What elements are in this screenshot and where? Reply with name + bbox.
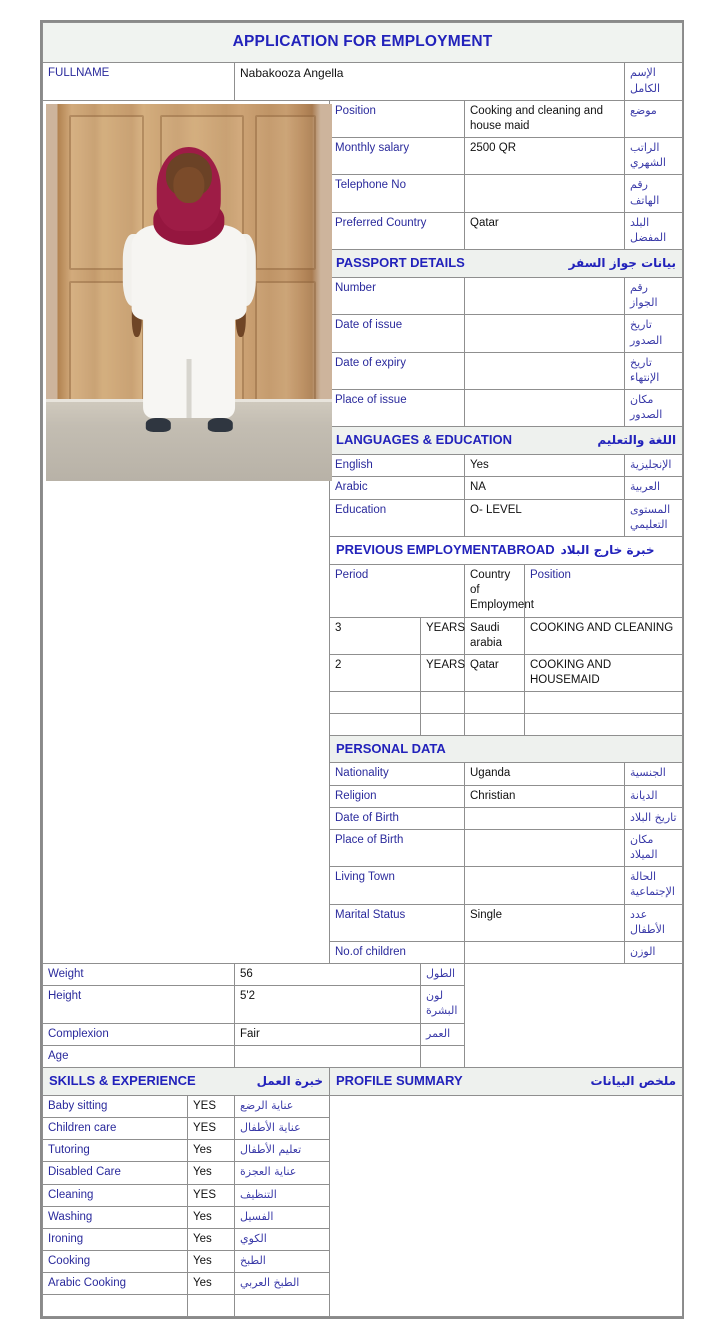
nationality-label-cell — [330, 763, 465, 785]
children-arabic-cell — [625, 941, 683, 963]
english-label: English — [335, 459, 373, 472]
skill-label-cell — [43, 1228, 188, 1250]
passport-number-label-cell — [330, 278, 465, 315]
marital-status-value-cell[interactable] — [465, 904, 625, 941]
preferred-country-value: Qatar — [470, 216, 499, 229]
skill-value: Yes — [193, 1166, 212, 1179]
passport-header-en: PASSPORT DETAILS — [336, 255, 465, 271]
complexion-value-cell[interactable] — [235, 1023, 421, 1045]
employment-period-header — [330, 565, 465, 618]
skill-value-cell[interactable] — [188, 1184, 235, 1206]
skill-label-cell — [43, 1273, 188, 1295]
skill-label-cell — [43, 1251, 188, 1273]
employment-position: COOKING AND HOUSEMAID — [530, 658, 612, 687]
sandal-left — [146, 418, 171, 432]
passport-place-arabic-cell — [625, 390, 683, 427]
skill-label: Tutoring — [48, 1144, 90, 1157]
weight-arabic-cell — [421, 964, 465, 986]
pob-label-cell — [330, 829, 465, 866]
religion-arabic-label: الديانة — [630, 788, 658, 802]
passport-expiry-label-cell — [330, 352, 465, 389]
position-arabic-label: موضع — [630, 103, 657, 117]
skills-header-ar: خبرة العمل — [256, 1074, 323, 1088]
height-arabic-cell — [421, 986, 465, 1023]
skill-arabic-cell — [235, 1273, 330, 1295]
english-arabic-label: الإنجليزية — [630, 458, 672, 472]
employment-country-cell[interactable] — [465, 617, 525, 654]
passport-number-label: Number — [335, 282, 376, 294]
pob-value-cell[interactable] — [465, 829, 625, 866]
languages-section-header — [330, 427, 683, 455]
employment-period-number-cell[interactable] — [330, 654, 421, 691]
pob-arabic-label: مكان الميلاد — [630, 832, 658, 862]
personal-row-age — [43, 1045, 683, 1067]
passport-issue-label: Date of issue — [335, 319, 403, 332]
previous-employment-section-header — [330, 536, 683, 564]
employment-period-unit-cell[interactable] — [421, 654, 465, 691]
skill-value-cell[interactable] — [188, 1118, 235, 1140]
skill-label: Ironing — [48, 1232, 84, 1245]
position-row — [43, 100, 683, 137]
employment-period-unit-cell[interactable] — [421, 714, 465, 736]
living-town-label-cell — [330, 867, 465, 904]
employment-period-unit-cell[interactable] — [421, 692, 465, 714]
position-arabic-cell — [625, 100, 683, 137]
skill-arabic-cell — [235, 1095, 330, 1117]
face — [174, 167, 205, 203]
employment-country-header-label: Country of Employment — [470, 569, 534, 612]
employment-period-unit: YEARS — [426, 658, 465, 671]
skill-value: Yes — [193, 1144, 212, 1157]
form-table — [42, 22, 683, 1317]
personal-row-complexion — [43, 1023, 683, 1045]
skill-label-cell — [43, 1118, 188, 1140]
sandal-right — [207, 418, 232, 432]
passport-expiry-arabic-cell — [625, 352, 683, 389]
children-value-cell[interactable] — [465, 941, 625, 963]
fullname-arabic-cell — [625, 63, 683, 100]
employment-position-header — [525, 565, 683, 618]
employment-period-number-cell[interactable] — [330, 617, 421, 654]
skill-arabic-cell — [235, 1251, 330, 1273]
living-town-arabic-cell — [625, 867, 683, 904]
passport-place-label: Place of issue — [335, 394, 407, 407]
personal-data-section-header — [330, 736, 683, 763]
education-arabic-label: المستوى التعليمي — [630, 502, 671, 531]
nationality-arabic-cell — [625, 763, 683, 785]
fullname-label: FULLNAME — [48, 67, 110, 80]
skill-label-cell — [43, 1162, 188, 1184]
skill-label: Cooking — [48, 1255, 91, 1268]
education-value-cell[interactable] — [465, 499, 625, 536]
height-label: Height — [48, 990, 82, 1003]
fullname-label-cell — [43, 63, 235, 100]
skill-value: Yes — [193, 1232, 212, 1245]
applicant-figure — [132, 153, 246, 432]
passport-section-header — [330, 250, 683, 278]
fullname-value-cell[interactable] — [235, 63, 625, 100]
employment-period-unit: YEARS — [426, 621, 465, 634]
position-value-cell[interactable] — [465, 100, 625, 137]
skill-row — [43, 1095, 683, 1117]
skills-trailing-arabic-cell — [235, 1295, 330, 1317]
complexion-value: Fair — [240, 1027, 260, 1040]
passport-issue-arabic-cell — [625, 315, 683, 352]
complexion-arabic-cell — [421, 1023, 465, 1045]
fullname-row — [43, 63, 683, 100]
marital-status-label: Marital Status — [335, 908, 406, 921]
children-label-cell — [330, 941, 465, 963]
profile-summary-body[interactable] — [330, 1095, 683, 1317]
skill-label: Children care — [48, 1122, 117, 1134]
applicant-photo — [46, 104, 332, 481]
age-value-cell[interactable] — [235, 1045, 421, 1067]
passport-expiry-arabic-label: تاريخ الإنتهاء — [630, 355, 660, 384]
arabic-language-value-cell[interactable] — [465, 477, 625, 499]
weight-label-cell — [43, 964, 235, 986]
position-value: Cooking and cleaning and house maid — [470, 104, 603, 132]
employment-period-number: 3 — [335, 621, 342, 634]
religion-label: Religion — [335, 789, 377, 802]
nationality-value: Uganda — [470, 767, 511, 780]
education-value: O- LEVEL — [470, 503, 522, 516]
previous-employment-header-ar: خبرة خارج البلاد — [560, 542, 655, 557]
passport-number-arabic-cell — [625, 278, 683, 315]
age-arabic-cell — [421, 1045, 465, 1067]
dob-arabic-label: تاريخ البلاد — [630, 810, 677, 824]
english-label-cell — [330, 455, 465, 477]
title-row — [43, 23, 683, 63]
skill-value-cell[interactable] — [188, 1140, 235, 1162]
salary-arabic-label: الراتب الشهري — [630, 141, 666, 170]
preferred-country-arabic-cell — [625, 212, 683, 249]
weight-label: Weight — [48, 968, 84, 981]
skill-arabic-cell — [235, 1118, 330, 1140]
education-label-cell — [330, 499, 465, 536]
employment-position-header-label: Position — [530, 569, 571, 582]
employment-period-number-cell[interactable] — [330, 714, 421, 736]
skill-arabic-label: عناية الرضع — [240, 1098, 294, 1112]
skill-arabic-label: عناية العجزة — [240, 1165, 297, 1179]
languages-header-en: LANGUAGES & EDUCATION — [336, 432, 512, 448]
personal-row-weight — [43, 964, 683, 986]
marital-status-arabic-label: عدد الأطفال — [630, 907, 665, 936]
preferred-country-label-cell — [330, 212, 465, 249]
skill-label-cell — [43, 1095, 188, 1117]
living-town-arabic-label: الحالة الإجتماعية — [630, 870, 675, 899]
telephone-label-cell — [330, 175, 465, 212]
skills-section-header — [43, 1068, 330, 1096]
employment-country-cell[interactable] — [465, 714, 525, 736]
salary-arabic-cell — [625, 138, 683, 175]
skill-arabic-cell — [235, 1228, 330, 1250]
employment-period-header-label: Period — [335, 569, 369, 582]
skill-label-cell — [43, 1206, 188, 1228]
height-label-cell — [43, 986, 235, 1023]
salary-value: 2500 QR — [470, 142, 517, 155]
height-value-cell[interactable] — [235, 986, 421, 1023]
salary-label-cell — [330, 138, 465, 175]
page-title: APPLICATION FOR EMPLOYMENT — [232, 33, 493, 50]
arabic-language-value: NA — [470, 481, 486, 494]
skill-arabic-cell — [235, 1140, 330, 1162]
passport-issue-value-cell[interactable] — [465, 315, 625, 352]
skill-arabic-label: الطبخ العربي — [240, 1276, 300, 1290]
preferred-country-arabic-label: البلد المفضل — [630, 215, 667, 244]
employment-position-cell[interactable] — [525, 692, 683, 714]
skill-value: Yes — [193, 1255, 212, 1268]
passport-number-arabic-label: رقم الجواز — [630, 281, 658, 310]
skill-value: YES — [193, 1099, 217, 1112]
skill-label: Cleaning — [48, 1188, 94, 1201]
skill-arabic-cell — [235, 1184, 330, 1206]
dob-label: Date of Birth — [335, 811, 399, 824]
fullname-value: Nabakooza Angella — [240, 66, 344, 81]
skill-value-cell[interactable] — [188, 1206, 235, 1228]
skill-label: Disabled Care — [48, 1166, 121, 1179]
employment-period-number: 2 — [335, 658, 342, 671]
employment-country-cell[interactable] — [465, 692, 525, 714]
marital-status-arabic-cell — [625, 904, 683, 941]
complexion-arabic-label: العمر — [426, 1026, 451, 1040]
employment-country: Saudi arabia — [470, 621, 502, 649]
passport-number-value-cell[interactable] — [465, 278, 625, 315]
religion-value-cell[interactable] — [465, 785, 625, 807]
living-town-label: Living Town — [335, 871, 395, 884]
skill-value-cell[interactable] — [188, 1273, 235, 1295]
skill-arabic-cell — [235, 1206, 330, 1228]
passport-header-ar: بيانات جواز السفر — [568, 256, 677, 271]
employment-country-cell[interactable] — [465, 654, 525, 691]
personal-data-header-en: PERSONAL DATA — [336, 741, 446, 757]
nationality-value-cell[interactable] — [465, 763, 625, 785]
arabic-language-label-cell — [330, 477, 465, 499]
telephone-label: Telephone No — [335, 179, 406, 192]
skill-arabic-label: تعليم الأطفال — [240, 1143, 302, 1157]
weight-value-cell[interactable] — [235, 964, 421, 986]
trouser-gap — [187, 359, 192, 418]
passport-expiry-value-cell[interactable] — [465, 352, 625, 389]
skill-value: Yes — [193, 1210, 212, 1223]
education-arabic-cell — [625, 499, 683, 536]
skill-arabic-label: الكوي — [240, 1231, 267, 1245]
skills-header-en: SKILLS & EXPERIENCE — [49, 1073, 196, 1088]
arabic-language-arabic-label: العربية — [630, 480, 661, 494]
employment-position-cell[interactable] — [525, 654, 683, 691]
children-arabic-label: الوزن — [630, 944, 656, 958]
arabic-language-arabic-cell — [625, 477, 683, 499]
skills-trailing-value-cell — [188, 1295, 235, 1317]
preferred-country-label: Preferred Country — [335, 216, 427, 229]
previous-employment-header-en: PREVIOUS EMPLOYMENTABROAD — [336, 541, 555, 557]
profile-summary-header-en: PROFILE SUMMARY — [336, 1073, 463, 1088]
skill-value-cell[interactable] — [188, 1251, 235, 1273]
height-value: 5'2 — [240, 990, 255, 1003]
languages-header-ar: اللغة والتعليم — [597, 433, 677, 448]
age-label: Age — [48, 1049, 69, 1062]
profile-summary-section-header — [330, 1068, 683, 1096]
form-title-cell — [43, 23, 683, 63]
position-label-cell — [330, 100, 465, 137]
children-label: No.of children — [335, 945, 406, 958]
skills-trailing-label-cell — [43, 1295, 188, 1317]
applicant-photo-cell — [43, 100, 330, 963]
telephone-arabic-cell — [625, 175, 683, 212]
position-label: Position — [335, 104, 376, 117]
passport-issue-label-cell — [330, 315, 465, 352]
complexion-label: Complexion — [48, 1027, 109, 1040]
skill-arabic-label: عناية الأطفال — [240, 1121, 301, 1134]
skill-value-cell[interactable] — [188, 1162, 235, 1184]
salary-label: Monthly salary — [335, 142, 410, 155]
dob-label-cell — [330, 807, 465, 829]
dob-value-cell[interactable] — [465, 807, 625, 829]
fullname-arabic-label: الإسم الكامل — [630, 66, 661, 95]
english-value-cell[interactable] — [465, 455, 625, 477]
employment-country-header — [465, 565, 534, 618]
religion-label-cell — [330, 785, 465, 807]
skill-label: Arabic Cooking — [48, 1277, 126, 1290]
skill-value: YES — [193, 1188, 217, 1201]
salary-value-cell[interactable] — [465, 138, 625, 175]
religion-value: Christian — [470, 789, 516, 802]
telephone-arabic-label: رقم الهاتف — [630, 178, 660, 207]
weight-arabic-label: الطول — [426, 967, 456, 981]
marital-status-label-cell — [330, 904, 465, 941]
passport-expiry-label: Date of expiry — [335, 356, 406, 369]
application-form — [40, 20, 684, 1319]
door-panel — [255, 115, 316, 270]
skill-label: Washing — [48, 1210, 93, 1223]
skill-value-cell[interactable] — [188, 1095, 235, 1117]
preferred-country-value-cell[interactable] — [465, 212, 625, 249]
telephone-value-cell[interactable] — [465, 175, 625, 212]
skill-value: Yes — [193, 1277, 212, 1290]
employment-position-cell[interactable] — [525, 617, 683, 654]
skill-arabic-label: الطبخ — [240, 1254, 266, 1268]
employment-period-unit-cell[interactable] — [421, 617, 465, 654]
personal-row-height — [43, 986, 683, 1023]
pob-label: Place of Birth — [335, 833, 404, 846]
arabic-language-label: Arabic — [335, 481, 368, 494]
skill-arabic-label: التنظيف — [240, 1187, 277, 1201]
education-label: Education — [335, 503, 387, 516]
living-town-value-cell[interactable] — [465, 867, 625, 904]
skill-label-cell — [43, 1140, 188, 1162]
employment-position-cell[interactable] — [525, 714, 683, 736]
english-arabic-cell — [625, 455, 683, 477]
pob-arabic-cell — [625, 829, 683, 866]
complexion-label-cell — [43, 1023, 235, 1045]
religion-arabic-cell — [625, 785, 683, 807]
age-label-cell — [43, 1045, 235, 1067]
height-arabic-label: لون البشرة — [426, 989, 458, 1018]
nationality-label: Nationality — [335, 767, 389, 780]
employment-position: COOKING AND CLEANING — [530, 621, 674, 634]
employment-country: Qatar — [470, 658, 499, 671]
nationality-arabic-label: الجنسية — [630, 766, 666, 780]
skill-arabic-cell — [235, 1162, 330, 1184]
skill-value-cell[interactable] — [188, 1228, 235, 1250]
passport-place-label-cell — [330, 390, 465, 427]
skill-arabic-label: الفسيل — [240, 1209, 274, 1223]
marital-status-value: Single — [470, 908, 502, 921]
english-value: Yes — [470, 459, 489, 472]
profile-summary-header-ar: ملخص البيانات — [590, 1074, 677, 1088]
skill-label: Baby sitting — [48, 1099, 108, 1112]
employment-period-number-cell[interactable] — [330, 692, 421, 714]
skills-and-profile-header-row — [43, 1068, 683, 1096]
weight-value: 56 — [240, 968, 253, 981]
passport-place-value-cell[interactable] — [465, 390, 625, 427]
skill-label-cell — [43, 1184, 188, 1206]
skill-value: YES — [193, 1122, 217, 1134]
passport-issue-arabic-label: تاريخ الصدور — [630, 318, 663, 347]
dob-arabic-cell — [625, 807, 683, 829]
passport-place-arabic-label: مكان الصدور — [630, 393, 663, 422]
